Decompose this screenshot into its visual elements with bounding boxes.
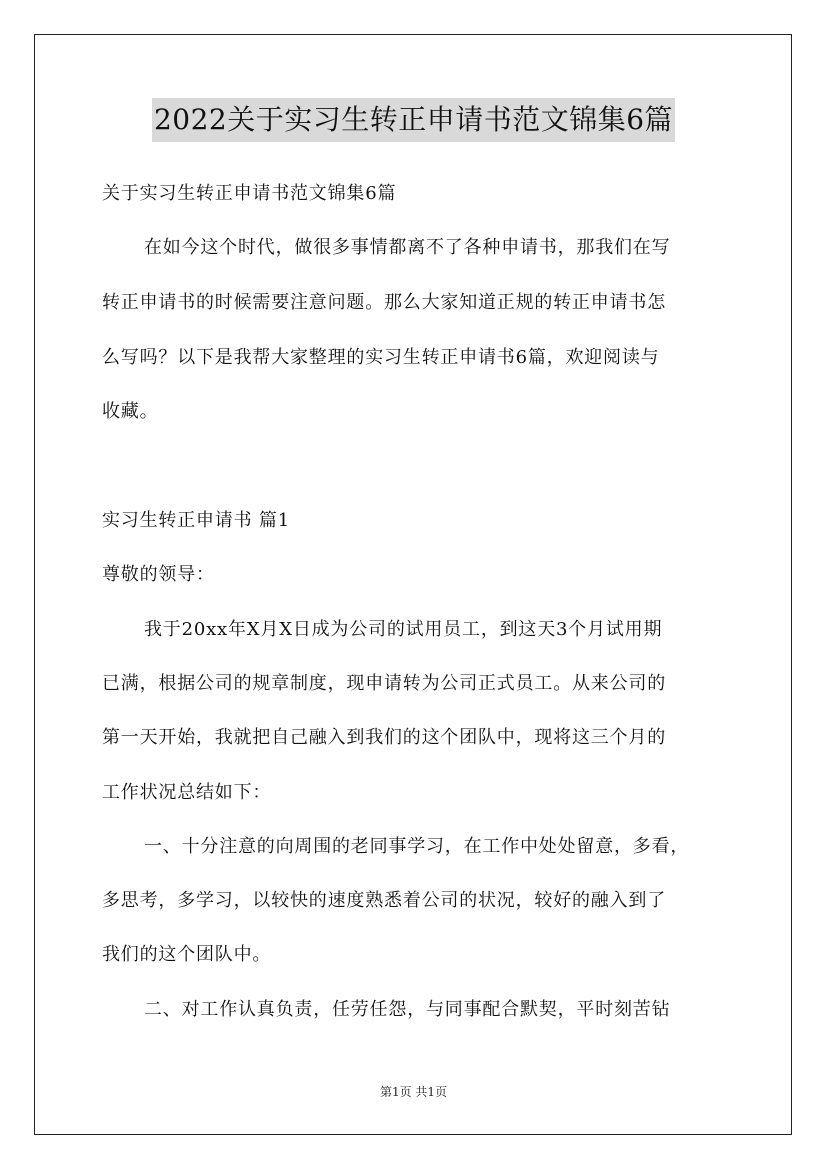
page-footer: 第1页 共1页 <box>379 1085 448 1099</box>
salutation: 尊敬的领导： <box>102 564 215 585</box>
intro-line-3: 么写吗？以下是我帮大家整理的实习生转正申请书6篇，欢迎阅读与 <box>102 347 660 368</box>
body-line-7: 我们的这个团队中。 <box>102 944 272 965</box>
body-line-2: 已满，根据公司的规章制度，现申请转为公司正式员工。从来公司的 <box>102 673 666 694</box>
body-line-4: 工作状况总结如下： <box>102 782 272 803</box>
document-subtitle: 关于实习生转正申请书范文锦集6篇 <box>102 183 397 204</box>
intro-line-2: 转正申请书的时候需要注意问题。那么大家知道正规的转正申请书怎 <box>102 292 666 313</box>
intro-line-4: 收藏。 <box>102 401 159 422</box>
body-line-1: 我于20xx年X月X日成为公司的试用员工，到这天3个月试用期 <box>144 619 663 640</box>
document-title: 2022关于实习生转正申请书范文锦集6篇 <box>152 98 675 142</box>
body-line-3: 第一天开始，我就把自己融入到我们的这个团队中，现将这三个月的 <box>102 727 666 748</box>
title-container <box>0 98 827 142</box>
body-line-8: 二、对工作认真负责，任劳任怨，与同事配合默契，平时刻苦钻 <box>144 999 671 1020</box>
intro-line-1: 在如今这个时代，做很多事情都离不了各种申请书，那我们在写 <box>144 237 671 258</box>
body-line-5: 一、十分注意的向周围的老同事学习，在工作中处处留意，多看， <box>144 836 690 857</box>
section-heading: 实习生转正申请书 篇1 <box>102 510 290 531</box>
body-line-6: 多思考，多学习，以较快的速度熟悉着公司的状况，较好的融入到了 <box>102 890 666 911</box>
